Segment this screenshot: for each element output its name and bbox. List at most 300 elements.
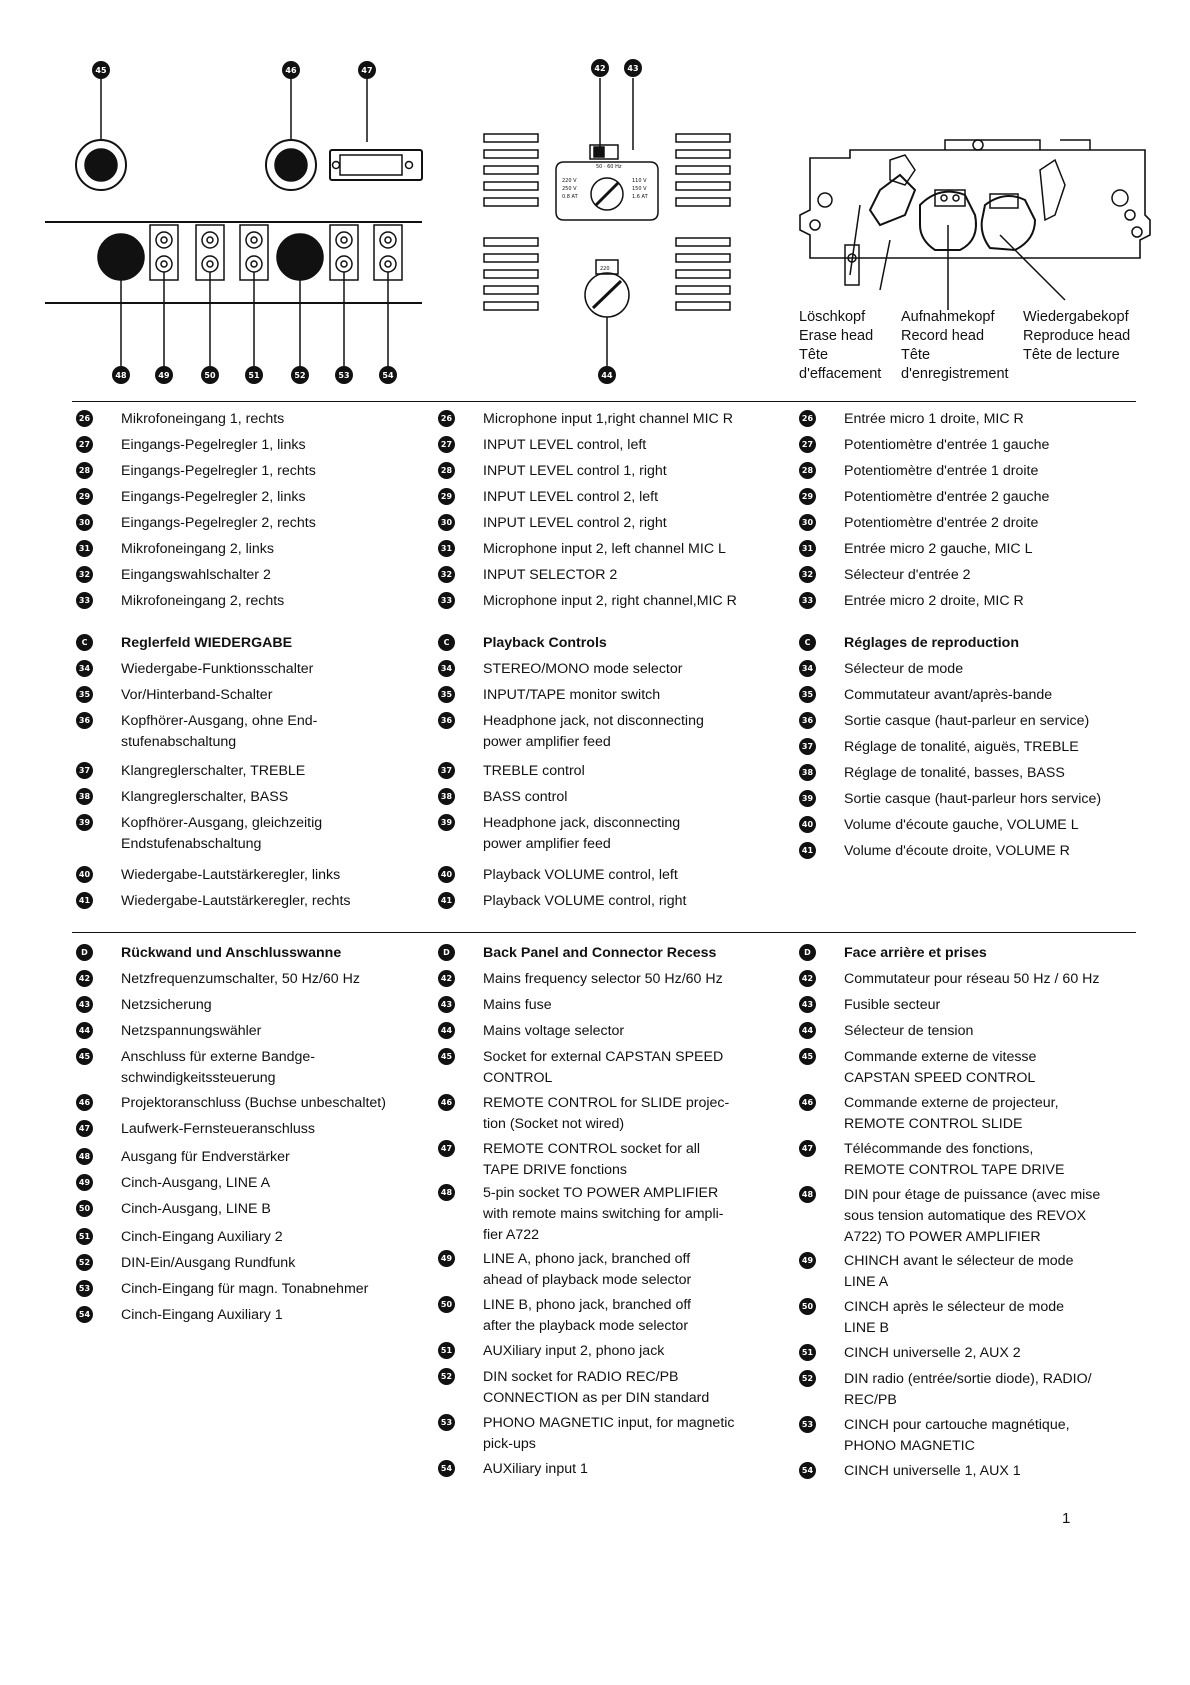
number-bullet-icon: 28 xyxy=(76,462,93,479)
page-number: 1 xyxy=(1062,1510,1071,1527)
number-bullet-icon: 52 xyxy=(76,1254,93,1271)
legend-text: Face arrière et prises xyxy=(844,945,987,961)
legend-item xyxy=(799,969,1100,990)
legend-text: Wiedergabe-Lautstärkeregler, rechts xyxy=(121,893,351,909)
number-bullet-icon: 50 xyxy=(799,1298,816,1315)
legend-item xyxy=(76,1227,283,1248)
legend-text: CONTROL xyxy=(483,1070,553,1086)
number-bullet-icon: 36 xyxy=(76,712,93,729)
legend-text: REC/PB xyxy=(844,1392,897,1408)
number-bullet-icon: 29 xyxy=(799,488,816,505)
legend-item xyxy=(76,435,306,456)
section-heading xyxy=(799,943,987,964)
callout-42: 42 xyxy=(594,64,606,73)
legend-text: CAPSTAN SPEED CONTROL xyxy=(844,1070,1036,1086)
legend-item xyxy=(799,1343,1021,1364)
legend-item xyxy=(438,813,680,855)
legend-item xyxy=(76,409,284,430)
number-bullet-icon: 51 xyxy=(438,1342,455,1359)
number-bullet-icon: 43 xyxy=(799,996,816,1013)
legend-text: Rückwand und Anschlusswanne xyxy=(121,945,342,961)
number-bullet-icon: 41 xyxy=(799,842,816,859)
legend-item xyxy=(438,435,646,456)
callout-52: 52 xyxy=(294,371,306,380)
number-bullet-icon: 48 xyxy=(799,1186,816,1203)
reproduce-head-label xyxy=(1023,308,1130,365)
number-bullet-icon: 41 xyxy=(438,892,455,909)
legend-text: CONNECTION as per DIN standard xyxy=(483,1390,710,1406)
volt-left-3: 0.8 AT xyxy=(562,194,578,200)
number-bullet-icon: 33 xyxy=(799,592,816,609)
legend-text: Playback Controls xyxy=(483,635,607,651)
legend-text: Klangreglerschalter, BASS xyxy=(121,789,289,805)
number-bullet-icon: 39 xyxy=(76,814,93,831)
legend-text: Mikrofoneingang 2, rechts xyxy=(121,593,285,609)
legend-item xyxy=(438,1021,624,1042)
number-bullet-icon: 26 xyxy=(76,410,93,427)
legend-text: DIN-Ein/Ausgang Rundfunk xyxy=(121,1255,296,1271)
number-bullet-icon: 35 xyxy=(438,686,455,703)
legend-item xyxy=(799,591,1024,612)
legend-text: Anschluss für externe Bandge- xyxy=(121,1049,316,1065)
number-bullet-icon: 26 xyxy=(799,410,816,427)
legend-item xyxy=(76,539,274,560)
legend-item xyxy=(438,487,658,508)
callout-54: 54 xyxy=(382,371,394,380)
number-bullet-icon: 32 xyxy=(438,566,455,583)
callout-48: 48 xyxy=(115,371,127,380)
legend-text: 5-pin socket TO POWER AMPLIFIER xyxy=(483,1185,719,1201)
legend-item xyxy=(799,1369,1092,1411)
legend-item xyxy=(76,591,284,612)
number-bullet-icon: 43 xyxy=(76,996,93,1013)
legend-item xyxy=(799,711,1089,732)
legend-text: Commande externe de projecteur, xyxy=(844,1095,1059,1111)
legend-text: CINCH après le sélecteur de mode xyxy=(844,1299,1065,1315)
legend-item xyxy=(799,815,1079,836)
section-heading xyxy=(76,943,341,964)
number-bullet-icon: D xyxy=(438,944,455,961)
legend-text: CINCH universelle 2, AUX 2 xyxy=(844,1345,1021,1361)
number-bullet-icon: 30 xyxy=(438,514,455,531)
number-bullet-icon: C xyxy=(799,634,816,651)
legend-text: Socket for external CAPSTAN SPEED xyxy=(483,1049,724,1065)
legend-text: Netzfrequenzumschalter, 50 Hz/60 Hz xyxy=(121,971,360,987)
number-bullet-icon: 54 xyxy=(76,1306,93,1323)
legend-text: Mains voltage selector xyxy=(483,1023,625,1039)
legend-item xyxy=(438,1413,735,1455)
volt-right-1: 110 V xyxy=(632,178,647,184)
legend-text: Potentiomètre d'entrée 1 droite xyxy=(844,463,1039,479)
callout-53: 53 xyxy=(338,371,350,380)
legend-text: LINE B xyxy=(844,1320,889,1336)
connector-diagram xyxy=(0,0,1190,400)
legend-text: STEREO/MONO mode selector xyxy=(483,661,683,677)
legend-item xyxy=(799,685,1052,706)
legend-item xyxy=(438,1249,691,1291)
legend-item xyxy=(76,565,271,586)
legend-text: after the playback mode selector xyxy=(483,1318,689,1334)
number-bullet-icon: 35 xyxy=(799,686,816,703)
legend-text: Kopfhörer-Ausgang, gleichzeitig xyxy=(121,815,323,831)
head-label-line: Tête xyxy=(799,347,829,363)
legend-text: AUXiliary input 2, phono jack xyxy=(483,1343,665,1359)
callout-46: 46 xyxy=(285,66,297,75)
head-label-line: Aufnahmekopf xyxy=(901,309,995,325)
legend-item xyxy=(799,1139,1064,1181)
legend-item xyxy=(76,685,272,706)
legend-item xyxy=(799,1185,1100,1248)
legend-item xyxy=(438,1093,729,1135)
number-bullet-icon: 39 xyxy=(438,814,455,831)
number-bullet-icon: C xyxy=(76,634,93,651)
legend-item xyxy=(799,1415,1070,1457)
legend-text: Eingangs-Pegelregler 2, links xyxy=(121,489,306,505)
number-bullet-icon: 51 xyxy=(799,1344,816,1361)
legend-text: DIN socket for RADIO REC/PB xyxy=(483,1369,679,1385)
legend-text: Laufwerk-Fernsteueranschluss xyxy=(121,1121,315,1137)
legend-item xyxy=(76,1253,295,1274)
legend-text: Vor/Hinterband-Schalter xyxy=(121,687,273,703)
number-bullet-icon: 31 xyxy=(76,540,93,557)
legend-text: Potentiomètre d'entrée 1 gauche xyxy=(844,437,1050,453)
legend-text: Réglages de reproduction xyxy=(844,635,1020,651)
legend-text: Wiedergabe-Lautstärkeregler, links xyxy=(121,867,341,883)
number-bullet-icon: 39 xyxy=(799,790,816,807)
legend-item xyxy=(76,1047,315,1089)
legend-text: Reglerfeld WIEDERGABE xyxy=(121,635,293,651)
legend-text: Headphone jack, not disconnecting xyxy=(483,713,704,729)
legend-item xyxy=(438,865,678,886)
legend-item xyxy=(799,461,1038,482)
head-label-line: Record head xyxy=(901,328,985,344)
legend-text: INPUT LEVEL control 2, left xyxy=(483,489,659,505)
legend-text: Endstufenabschaltung xyxy=(121,836,262,852)
number-bullet-icon: 48 xyxy=(76,1148,93,1165)
legend-text: Mains frequency selector 50 Hz/60 Hz xyxy=(483,971,723,987)
head-label-line: Reproduce head xyxy=(1023,328,1131,344)
head-label-line: Tête xyxy=(901,347,931,363)
callout-47: 47 xyxy=(361,66,373,75)
number-bullet-icon: C xyxy=(438,634,455,651)
legend-text: TAPE DRIVE fonctions xyxy=(483,1162,628,1178)
section-heading xyxy=(76,633,292,654)
legend-text: pick-ups xyxy=(483,1436,536,1452)
callout-44: 44 xyxy=(601,371,613,380)
rule-top xyxy=(72,401,1136,402)
number-bullet-icon: 44 xyxy=(799,1022,816,1039)
number-bullet-icon: 43 xyxy=(438,996,455,1013)
number-bullet-icon: 47 xyxy=(438,1140,455,1157)
legend-item xyxy=(799,1297,1064,1339)
legend-text: CINCH pour cartouche magnétique, xyxy=(844,1417,1070,1433)
legend-item xyxy=(438,711,704,753)
legend-item xyxy=(76,1305,283,1326)
number-bullet-icon: D xyxy=(799,944,816,961)
number-bullet-icon: 34 xyxy=(799,660,816,677)
legend-item xyxy=(438,1139,700,1181)
legend-item xyxy=(76,787,288,808)
legend-item xyxy=(799,539,1032,560)
legend-item xyxy=(438,685,660,706)
legend-item xyxy=(438,995,552,1016)
legend-text: REMOTE CONTROL socket for all xyxy=(483,1141,701,1157)
number-bullet-icon: 26 xyxy=(438,410,455,427)
number-bullet-icon: 53 xyxy=(438,1414,455,1431)
legend-text: Réglage de tonalité, basses, BASS xyxy=(844,765,1065,781)
number-bullet-icon: 45 xyxy=(438,1048,455,1065)
legend-text: Cinch-Ausgang, LINE B xyxy=(121,1201,271,1217)
number-bullet-icon: 44 xyxy=(438,1022,455,1039)
legend-item xyxy=(76,711,317,753)
legend-item xyxy=(76,487,306,508)
number-bullet-icon: 42 xyxy=(438,970,455,987)
legend-text: AUXiliary input 1 xyxy=(483,1461,588,1477)
legend-text: fier A722 xyxy=(483,1227,540,1243)
number-bullet-icon: 45 xyxy=(799,1048,816,1065)
legend-item xyxy=(76,1147,290,1168)
legend-text: INPUT LEVEL control, left xyxy=(483,437,647,453)
legend-text: Potentiomètre d'entrée 2 gauche xyxy=(844,489,1050,505)
legend-item xyxy=(799,1047,1036,1089)
number-bullet-icon: 46 xyxy=(799,1094,816,1111)
legend-text: Commutateur pour réseau 50 Hz / 60 Hz xyxy=(844,971,1100,987)
section-heading xyxy=(799,633,1019,654)
legend-text: INPUT LEVEL control 2, right xyxy=(483,515,667,531)
legend-text: Volume d'écoute droite, VOLUME R xyxy=(844,843,1070,859)
head-label-line: Tête de lecture xyxy=(1023,347,1120,363)
legend-text: Kopfhörer-Ausgang, ohne End- xyxy=(121,713,318,729)
legend-item xyxy=(799,513,1038,534)
legend-text: Sortie casque (haut-parleur en service) xyxy=(844,713,1090,729)
head-label-line: Löschkopf xyxy=(799,309,866,325)
legend-text: Télécommande des fonctions, xyxy=(844,1141,1034,1157)
number-bullet-icon: 52 xyxy=(799,1370,816,1387)
legend-text: Mikrofoneingang 2, links xyxy=(121,541,274,557)
legend-text: Mikrofoneingang 1, rechts xyxy=(121,411,285,427)
legend-text: power amplifier feed xyxy=(483,836,611,852)
legend-text: REMOTE CONTROL for SLIDE projec- xyxy=(483,1095,730,1111)
legend-text: CHINCH avant le sélecteur de mode xyxy=(844,1253,1074,1269)
number-bullet-icon: 42 xyxy=(799,970,816,987)
legend-text: Microphone input 1,right channel MIC R xyxy=(483,411,733,427)
number-bullet-icon: 49 xyxy=(76,1174,93,1191)
record-head-label xyxy=(901,308,1009,384)
legend-text: TREBLE control xyxy=(483,763,585,779)
callout-49: 49 xyxy=(158,371,170,380)
legend-text: Projektoranschluss (Buchse unbeschaltet) xyxy=(121,1095,386,1111)
legend-item xyxy=(799,1021,973,1042)
legend-item xyxy=(799,487,1049,508)
legend-item xyxy=(438,591,737,612)
legend-text: INPUT/TAPE monitor switch xyxy=(483,687,661,703)
number-bullet-icon: 27 xyxy=(76,436,93,453)
number-bullet-icon: 27 xyxy=(799,436,816,453)
number-bullet-icon: 53 xyxy=(76,1280,93,1297)
head-label-line: d'enregistrement xyxy=(901,366,1009,382)
legend-item xyxy=(76,461,316,482)
legend-item xyxy=(438,787,567,808)
legend-item xyxy=(76,1021,261,1042)
legend-text: LINE A, phono jack, branched off xyxy=(483,1251,691,1267)
callout-45: 45 xyxy=(95,66,107,75)
legend-text: Réglage de tonalité, aiguës, TREBLE xyxy=(844,739,1079,755)
legend-item xyxy=(799,789,1101,810)
legend-text: Volume d'écoute gauche, VOLUME L xyxy=(844,817,1079,833)
legend-item xyxy=(76,891,350,912)
number-bullet-icon: 37 xyxy=(438,762,455,779)
legend-text: CINCH universelle 1, AUX 1 xyxy=(844,1463,1021,1479)
legend-item xyxy=(438,1183,723,1246)
legend-text: Headphone jack, disconnecting xyxy=(483,815,681,831)
legend-item xyxy=(438,1047,723,1089)
number-bullet-icon: 31 xyxy=(799,540,816,557)
legend-text: Ausgang für Endverstärker xyxy=(121,1149,290,1165)
number-bullet-icon: 38 xyxy=(799,764,816,781)
legend-text: LINE A xyxy=(844,1274,889,1290)
legend-text: with remote mains switching for ampli- xyxy=(483,1206,724,1222)
number-bullet-icon: 46 xyxy=(76,1094,93,1111)
number-bullet-icon: 45 xyxy=(76,1048,93,1065)
number-bullet-icon: 35 xyxy=(76,686,93,703)
legend-item xyxy=(76,865,340,886)
legend-item xyxy=(76,761,305,782)
legend-item xyxy=(76,513,316,534)
legend-item xyxy=(76,1093,386,1114)
legend-item xyxy=(76,1199,271,1220)
number-bullet-icon: 40 xyxy=(799,816,816,833)
legend-item xyxy=(76,659,313,680)
callout-43: 43 xyxy=(627,64,639,73)
legend-text: Cinch-Eingang Auxiliary 2 xyxy=(121,1229,283,1245)
legend-text: Microphone input 2, right channel,MIC R xyxy=(483,593,737,609)
head-label-line: Erase head xyxy=(799,328,874,344)
erase-head-label xyxy=(799,308,881,384)
legend-item xyxy=(76,995,212,1016)
number-bullet-icon: 47 xyxy=(799,1140,816,1157)
number-bullet-icon: 47 xyxy=(76,1120,93,1137)
legend-text: ahead of playback mode selector xyxy=(483,1272,692,1288)
legend-text: BASS control xyxy=(483,789,568,805)
legend-text: Eingangs-Pegelregler 2, rechts xyxy=(121,515,316,531)
volt-left-2: 250 V xyxy=(562,186,577,192)
number-bullet-icon: 40 xyxy=(76,866,93,883)
rule-middle xyxy=(72,932,1136,933)
number-bullet-icon: 50 xyxy=(438,1296,455,1313)
legend-text: Playback VOLUME control, right xyxy=(483,893,687,909)
number-bullet-icon: 52 xyxy=(438,1368,455,1385)
legend-text: tion (Socket not wired) xyxy=(483,1116,625,1132)
head-label-line: Wiedergabekopf xyxy=(1023,309,1129,325)
legend-text: PHONO MAGNETIC input, for magnetic xyxy=(483,1415,735,1431)
legend-item xyxy=(799,995,940,1016)
legend-item xyxy=(76,813,322,855)
legend-text: Eingangs-Pegelregler 1, rechts xyxy=(121,463,316,479)
number-bullet-icon: 29 xyxy=(76,488,93,505)
legend-text: Entrée micro 1 droite, MIC R xyxy=(844,411,1024,427)
legend-item xyxy=(799,409,1024,430)
number-bullet-icon: 46 xyxy=(438,1094,455,1111)
number-bullet-icon: 49 xyxy=(438,1250,455,1267)
number-bullet-icon: 51 xyxy=(76,1228,93,1245)
number-bullet-icon: 37 xyxy=(76,762,93,779)
number-bullet-icon: 44 xyxy=(76,1022,93,1039)
legend-text: Sélecteur de mode xyxy=(844,661,964,677)
legend-text: PHONO MAGNETIC xyxy=(844,1438,975,1454)
number-bullet-icon: 30 xyxy=(76,514,93,531)
legend-text: Cinch-Eingang für magn. Tonabnehmer xyxy=(121,1281,369,1297)
legend-item xyxy=(799,841,1070,862)
number-bullet-icon: 28 xyxy=(799,462,816,479)
legend-text: REMOTE CONTROL SLIDE xyxy=(844,1116,1023,1132)
volt-right-3: 1.6 AT xyxy=(632,194,648,200)
legend-text: Wiedergabe-Funktionsschalter xyxy=(121,661,314,677)
legend-text: DIN radio (entrée/sortie diode), RADIO/ xyxy=(844,1371,1092,1387)
legend-text: Potentiomètre d'entrée 2 droite xyxy=(844,515,1039,531)
legend-text: REMOTE CONTROL TAPE DRIVE xyxy=(844,1162,1065,1178)
legend-text: Sortie casque (haut-parleur hors service) xyxy=(844,791,1102,807)
legend-text: stufenabschaltung xyxy=(121,734,237,750)
number-bullet-icon: 34 xyxy=(438,660,455,677)
legend-text: DIN pour étage de puissance (avec mise xyxy=(844,1187,1101,1203)
number-bullet-icon: 34 xyxy=(76,660,93,677)
legend-item xyxy=(438,1367,709,1409)
legend-text: Netzsicherung xyxy=(121,997,212,1013)
volt-right-2: 150 V xyxy=(632,186,647,192)
legend-item xyxy=(799,435,1049,456)
legend-text: sous tension automatique des REVOX xyxy=(844,1208,1087,1224)
legend-text: Entrée micro 2 gauche, MIC L xyxy=(844,541,1033,557)
number-bullet-icon: 38 xyxy=(76,788,93,805)
number-bullet-icon: 42 xyxy=(76,970,93,987)
number-bullet-icon: 30 xyxy=(799,514,816,531)
number-bullet-icon: 49 xyxy=(799,1252,816,1269)
number-bullet-icon: D xyxy=(76,944,93,961)
legend-text: Mains fuse xyxy=(483,997,552,1013)
legend-item xyxy=(76,1119,315,1140)
number-bullet-icon: 29 xyxy=(438,488,455,505)
callout-51: 51 xyxy=(248,371,260,380)
number-bullet-icon: 33 xyxy=(76,592,93,609)
legend-text: INPUT LEVEL control 1, right xyxy=(483,463,667,479)
legend-text: Netzspannungswähler xyxy=(121,1023,262,1039)
section-heading xyxy=(438,633,607,654)
legend-item xyxy=(438,761,585,782)
legend-item xyxy=(438,1295,691,1337)
legend-item xyxy=(799,1461,1021,1482)
legend-text: power amplifier feed xyxy=(483,734,611,750)
volt-left-1: 220 V xyxy=(562,178,577,184)
number-bullet-icon: 27 xyxy=(438,436,455,453)
legend-text: Cinch-Eingang Auxiliary 1 xyxy=(121,1307,283,1323)
legend-item xyxy=(799,565,971,586)
number-bullet-icon: 54 xyxy=(438,1460,455,1477)
legend-text: A722) TO POWER AMPLIFIER xyxy=(844,1229,1041,1245)
legend-text: Microphone input 2, left channel MIC L xyxy=(483,541,726,557)
number-bullet-icon: 48 xyxy=(438,1184,455,1201)
legend-text: Back Panel and Connector Recess xyxy=(483,945,717,961)
legend-text: Sélecteur d'entrée 2 xyxy=(844,567,971,583)
legend-item xyxy=(438,969,723,990)
number-bullet-icon: 37 xyxy=(799,738,816,755)
legend-item xyxy=(438,1341,664,1362)
legend-text: Playback VOLUME control, left xyxy=(483,867,678,883)
head-label-line: d'effacement xyxy=(799,366,882,382)
legend-item xyxy=(76,1173,270,1194)
section-heading xyxy=(438,943,716,964)
legend-text: Commande externe de vitesse xyxy=(844,1049,1037,1065)
number-bullet-icon: 32 xyxy=(799,566,816,583)
